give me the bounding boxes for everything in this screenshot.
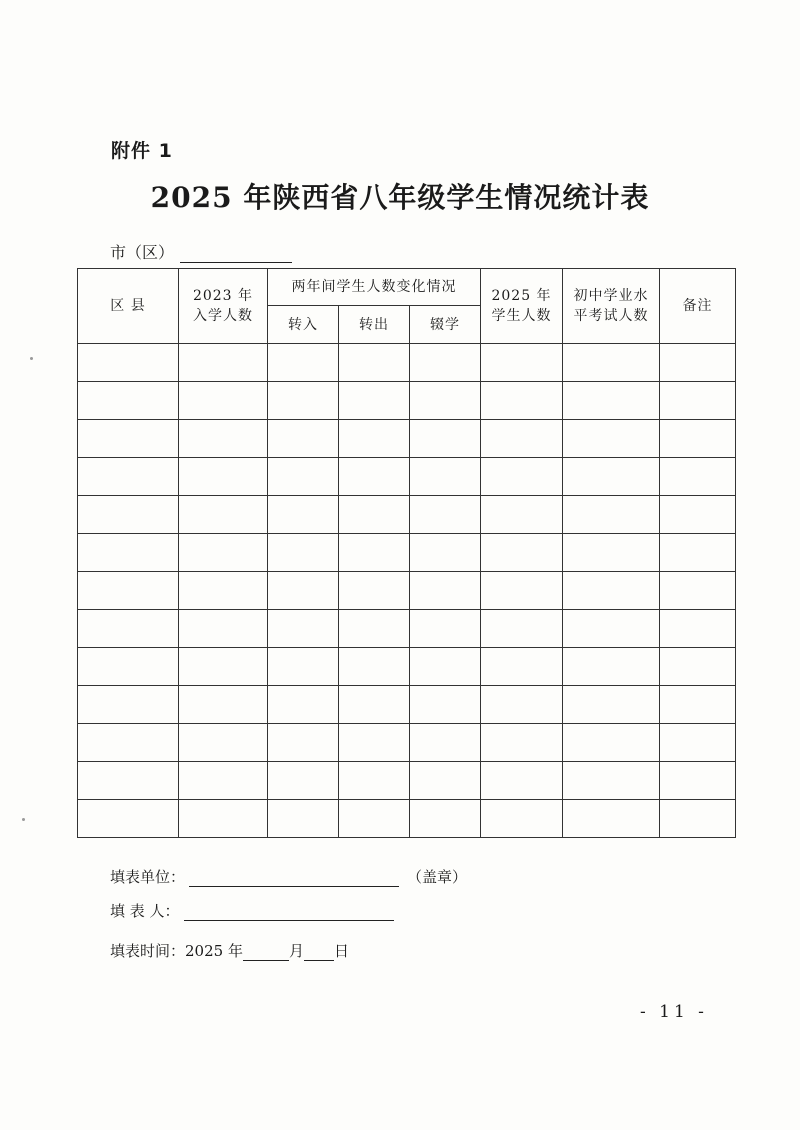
table-cell[interactable]: [339, 458, 410, 496]
table-cell[interactable]: [410, 344, 481, 382]
table-cell[interactable]: [78, 344, 179, 382]
table-cell[interactable]: [481, 724, 563, 762]
table-cell[interactable]: [179, 724, 268, 762]
table-cell[interactable]: [660, 648, 736, 686]
table-cell[interactable]: [339, 572, 410, 610]
table-cell[interactable]: [78, 382, 179, 420]
table-cell[interactable]: [410, 686, 481, 724]
table-cell[interactable]: [563, 420, 660, 458]
table-cell[interactable]: [563, 382, 660, 420]
table-cell[interactable]: [339, 800, 410, 838]
table-row: [78, 762, 736, 800]
header-change-group: 两年间学生人数变化情况: [268, 269, 481, 306]
table-cell[interactable]: [339, 344, 410, 382]
table-cell[interactable]: [179, 610, 268, 648]
header-students-2025: 2025 年 学生人数: [481, 269, 563, 344]
attachment-label: 附件 1: [111, 140, 173, 162]
table-cell[interactable]: [339, 610, 410, 648]
table-cell[interactable]: [660, 534, 736, 572]
seal-label: （盖章）: [407, 868, 468, 886]
table-cell[interactable]: [268, 420, 339, 458]
table-cell[interactable]: [179, 344, 268, 382]
table-cell[interactable]: [410, 610, 481, 648]
table-cell[interactable]: [179, 648, 268, 686]
table-cell[interactable]: [410, 496, 481, 534]
table-cell[interactable]: [78, 724, 179, 762]
table-cell[interactable]: [78, 496, 179, 534]
header-dropout: 辍学: [410, 306, 481, 344]
table-body: [78, 344, 736, 838]
table-cell[interactable]: [268, 724, 339, 762]
table-cell[interactable]: [563, 724, 660, 762]
table-cell[interactable]: [268, 800, 339, 838]
statistics-table: [77, 268, 736, 838]
table-cell[interactable]: [660, 610, 736, 648]
table-row: [78, 686, 736, 724]
table-row: [78, 610, 736, 648]
table-cell[interactable]: [339, 724, 410, 762]
table-cell[interactable]: [410, 382, 481, 420]
table-row: [78, 534, 736, 572]
table-cell[interactable]: [410, 648, 481, 686]
table-cell[interactable]: [339, 686, 410, 724]
table-cell[interactable]: [481, 534, 563, 572]
table-cell[interactable]: [179, 762, 268, 800]
table-row: [78, 724, 736, 762]
table-cell[interactable]: [563, 610, 660, 648]
table-cell[interactable]: [660, 420, 736, 458]
header-district: 区 县: [78, 269, 179, 344]
table-cell[interactable]: [78, 762, 179, 800]
table-cell[interactable]: [563, 762, 660, 800]
table-cell[interactable]: [660, 686, 736, 724]
table-cell[interactable]: [339, 648, 410, 686]
table-cell[interactable]: [481, 800, 563, 838]
document-title: 2025 年陕西省八年级学生情况统计表: [150, 181, 650, 214]
table-cell[interactable]: [78, 458, 179, 496]
fill-unit-blank[interactable]: [189, 870, 399, 887]
table-cell[interactable]: [563, 534, 660, 572]
header-notes: 备注: [660, 269, 736, 344]
table-row: [78, 572, 736, 610]
table-row: [78, 420, 736, 458]
table-row: [78, 382, 736, 420]
table-row: [78, 648, 736, 686]
table-cell[interactable]: [339, 496, 410, 534]
table-cell[interactable]: [563, 458, 660, 496]
city-blank[interactable]: [180, 246, 292, 263]
footer-filler-line: [110, 900, 394, 921]
table-cell[interactable]: [78, 686, 179, 724]
table-cell[interactable]: [563, 648, 660, 686]
table-cell[interactable]: [268, 572, 339, 610]
table-cell[interactable]: [179, 458, 268, 496]
table-cell[interactable]: [660, 572, 736, 610]
table-cell[interactable]: [660, 344, 736, 382]
table-cell[interactable]: [179, 800, 268, 838]
page-number: - 11 -: [640, 1002, 708, 1022]
table-cell[interactable]: [410, 458, 481, 496]
table-cell[interactable]: [481, 572, 563, 610]
table-cell[interactable]: [78, 572, 179, 610]
fill-time-label: 填表时间：2025 年: [110, 942, 243, 960]
footer-unit-line: [110, 866, 467, 887]
table-cell[interactable]: [481, 344, 563, 382]
table-row: [78, 800, 736, 838]
table-cell[interactable]: [481, 648, 563, 686]
table-cell[interactable]: [481, 496, 563, 534]
header-enrollment-2023: 2023 年 入学人数: [179, 269, 268, 344]
scan-speck: [30, 357, 33, 360]
table-cell[interactable]: [563, 572, 660, 610]
table-cell[interactable]: [179, 496, 268, 534]
table-cell[interactable]: [563, 344, 660, 382]
table-cell[interactable]: [268, 762, 339, 800]
city-label: 市（区）: [110, 243, 175, 262]
table-cell[interactable]: [179, 382, 268, 420]
table-cell[interactable]: [410, 572, 481, 610]
table-cell[interactable]: [78, 534, 179, 572]
table-cell[interactable]: [268, 382, 339, 420]
table-cell[interactable]: [481, 686, 563, 724]
table-cell[interactable]: [339, 382, 410, 420]
table-cell[interactable]: [78, 648, 179, 686]
table-cell[interactable]: [268, 610, 339, 648]
table-cell[interactable]: [410, 534, 481, 572]
table-cell[interactable]: [410, 762, 481, 800]
table-cell[interactable]: [563, 800, 660, 838]
table-cell[interactable]: [339, 762, 410, 800]
day-blank[interactable]: [304, 944, 334, 961]
table-cell[interactable]: [179, 686, 268, 724]
table-cell[interactable]: [410, 800, 481, 838]
table-cell[interactable]: [268, 496, 339, 534]
header-exam-count: 初中学业水 平考试人数: [563, 269, 660, 344]
table-cell[interactable]: [268, 458, 339, 496]
table-cell[interactable]: [481, 458, 563, 496]
table-row: [78, 458, 736, 496]
day-label: 日: [333, 942, 349, 960]
table-row: [78, 496, 736, 534]
table-cell[interactable]: [660, 496, 736, 534]
header-transfer-out: 转出: [339, 306, 410, 344]
table-cell[interactable]: [563, 686, 660, 724]
table-cell[interactable]: [660, 800, 736, 838]
table-cell[interactable]: [179, 534, 268, 572]
table-cell[interactable]: [563, 496, 660, 534]
month-label: 月: [288, 942, 304, 960]
table-cell[interactable]: [268, 648, 339, 686]
table-cell[interactable]: [78, 800, 179, 838]
table-cell[interactable]: [268, 686, 339, 724]
table-cell[interactable]: [481, 610, 563, 648]
table-cell[interactable]: [410, 420, 481, 458]
month-blank[interactable]: [243, 944, 289, 961]
footer-time-line: [110, 940, 349, 961]
table-cell[interactable]: [268, 534, 339, 572]
table-cell[interactable]: [481, 762, 563, 800]
table-cell[interactable]: [481, 420, 563, 458]
fill-unit-label: 填表单位：: [110, 868, 186, 886]
filler-label: 填 表 人：: [110, 902, 180, 920]
table-cell[interactable]: [339, 534, 410, 572]
city-field: [110, 240, 292, 263]
table-cell[interactable]: [268, 344, 339, 382]
table-cell[interactable]: [179, 572, 268, 610]
table-cell[interactable]: [660, 724, 736, 762]
header-transfer-in: 转入: [268, 306, 339, 344]
scan-speck: [22, 818, 25, 821]
table-cell[interactable]: [78, 610, 179, 648]
filler-blank[interactable]: [184, 904, 394, 921]
table-cell[interactable]: [78, 420, 179, 458]
table-cell[interactable]: [660, 458, 736, 496]
table-cell[interactable]: [179, 420, 268, 458]
table-cell[interactable]: [339, 420, 410, 458]
table-row: [78, 344, 736, 382]
table-cell[interactable]: [660, 382, 736, 420]
table-cell[interactable]: [660, 762, 736, 800]
table-cell[interactable]: [481, 382, 563, 420]
table-cell[interactable]: [410, 724, 481, 762]
